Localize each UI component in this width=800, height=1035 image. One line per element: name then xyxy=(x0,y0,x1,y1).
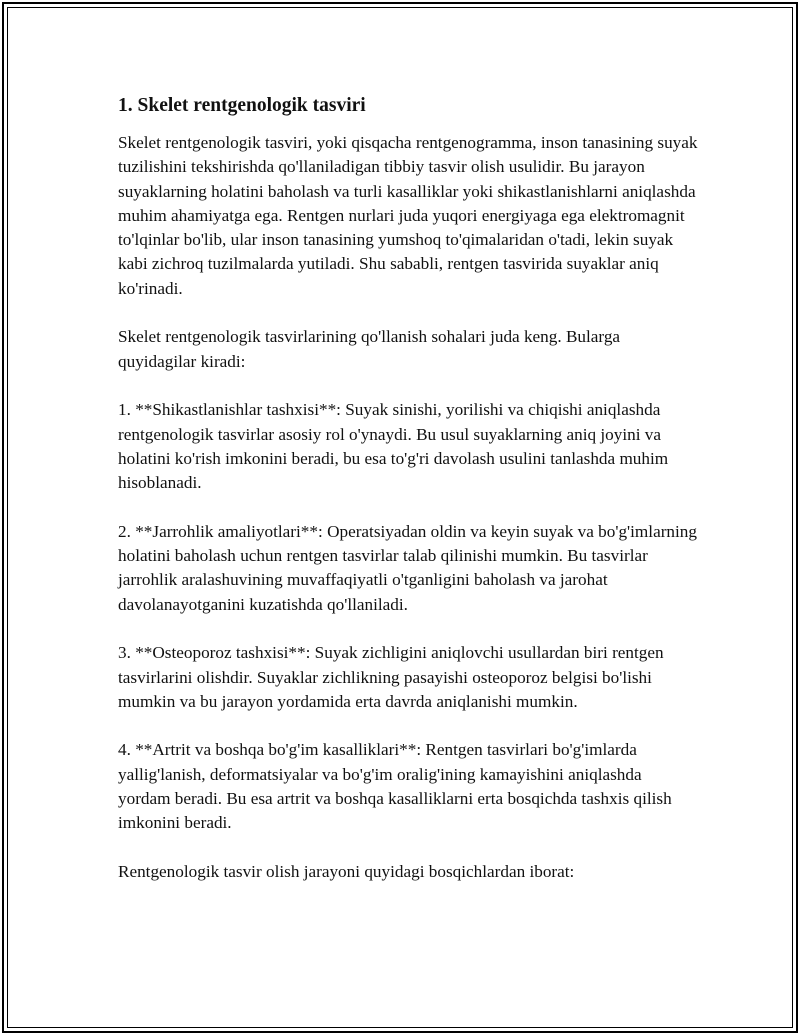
document-page xyxy=(118,92,698,909)
intro-paragraph: Skelet rentgenologik tasviri, yoki qisqacha rentgenogramma, inson tanasining suyak tuzilishini tekshirishda qo'llaniladigan tibbiy tasvir olish usulidir. Bu jarayon suyaklarning holatini baholash va turli kasalliklar yoki shikastlanishlarni aniqlashda muhim ahamiyatga ega. Rentgen nurlari juda yuqori energiyaga ega elektromagnit to'lqinlar bo'lib, ular inson tanasining yumshoq to'qimalaridan o'tadi, lekin suyak kabi zichroq tuzilmalarda yutiladi. Shu sababli, rentgen tasvirida suyaklar aniq ko'rinadi. xyxy=(118,133,698,298)
list-item-surgery: 2. **Jarrohlik amaliyotlari**: Operatsiyadan oldin va keyin suyak va bo'g'imlarning holatini baholash uchun rentgen tasvirlar talab qilinishi mumkin. Bu tasvirlar jarrohlik aralashuvining muvaffaqiyatli o'tganligini baholash va jarohat davolanayotganini kuzatishda qo'llaniladi. xyxy=(118,521,697,614)
list-item-arthritis: 4. **Artrit va boshqa bo'g'im kasalliklari**: Rentgen tasvirlari bo'g'imlarda yallig'lanish, deformatsiyalar va bo'g'im oralig'ining kamayishini aniqlashda yordam beradi. Bu esa artrit va boshqa kasalliklarni erta bosqichda tashxis qilish imkonini beradi. xyxy=(118,740,672,833)
section-heading: 1. Skelet rentgenologik tasviri xyxy=(118,95,366,116)
applications-intro-paragraph: Skelet rentgenologik tasvirlarining qo'llanish sohalari juda keng. Bularga quyidagilar kiradi: xyxy=(118,327,621,371)
process-intro-paragraph: Rentgenologik tasvir olish jarayoni quyidagi bosqichlardan iborat: xyxy=(118,861,575,881)
list-item-injury-diagnosis: 1. **Shikastlanishlar tashxisi**: Suyak sinishi, yorilishi va chiqishi aniqlashda rentgenologik tasvirlar asosiy rol o'ynaydi. Bu usul suyaklarning aniq joyini va holatini ko'rish imkonini beradi, bu esa to'g'ri davolash usulini tanlashda muhim hisoblanadi. xyxy=(118,400,669,493)
list-item-osteoporosis: 3. **Osteoporoz tashxisi**: Suyak zichligini aniqlovchi usullardan biri rentgen tasvirlarini olishdir. Suyaklar zichlikning pasayishi osteoporoz belgisi bo'lishi mumkin va bu jarayon yordamida erta davrda aniqlanishi mumkin. xyxy=(118,643,664,711)
